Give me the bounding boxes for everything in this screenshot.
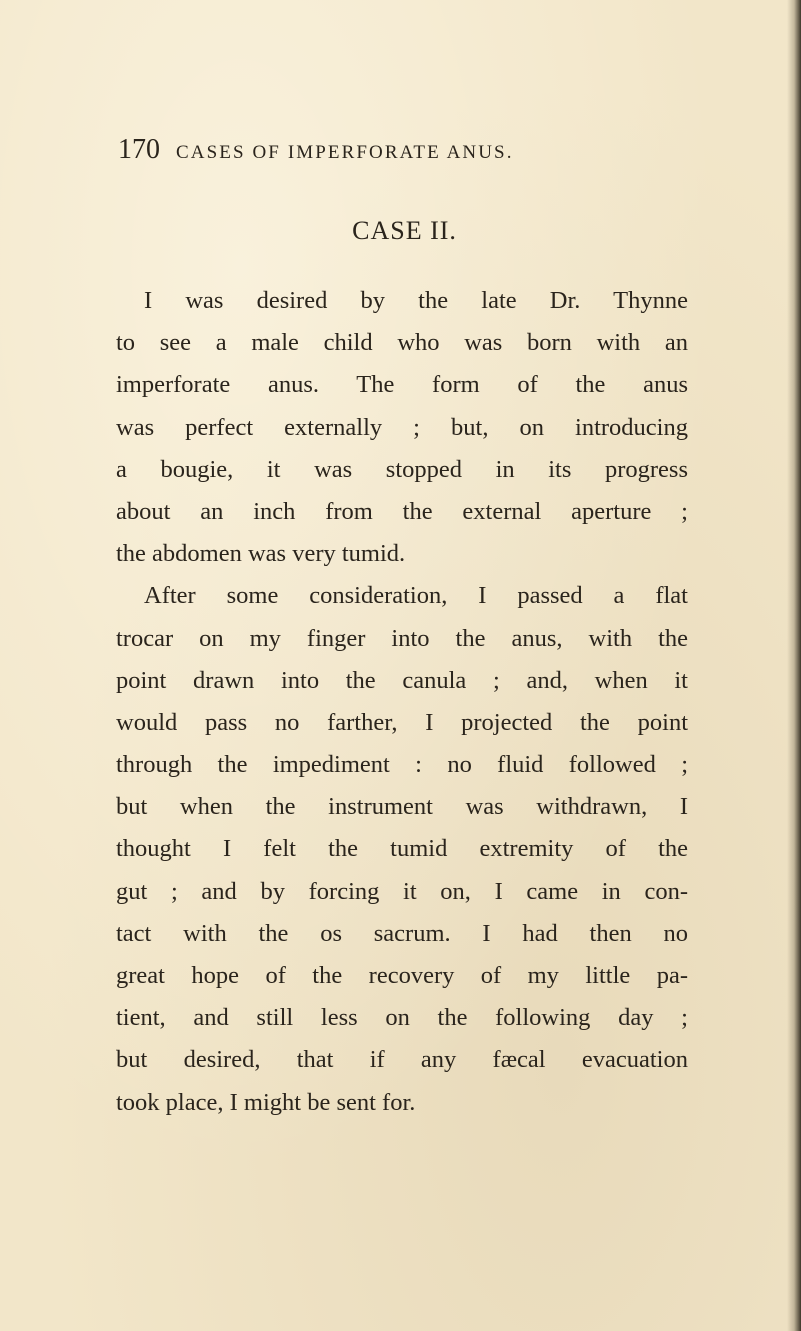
text-line: point drawn into the canula ; and, when it [116, 666, 688, 694]
text-line: I was desired by the late Dr. Thynne [144, 287, 688, 314]
text-line: tient, and still less on the following day ; [116, 1004, 688, 1032]
running-head [118, 134, 678, 168]
paragraph-2 [116, 575, 688, 1123]
text-line: but desired, that if any fæcal evacuation [116, 1046, 688, 1074]
page-edge-shadow [787, 0, 801, 1331]
text-line: but when the instrument was withdrawn, I [116, 793, 688, 821]
text-line: was perfect externally ; but, on introducing [116, 413, 688, 441]
text-line: about an inch from the external aperture ; [116, 497, 688, 525]
text-line: would pass no farther, I projected the point [116, 708, 688, 736]
text-line: imperforate anus. The form of the anus [116, 371, 688, 399]
text-line: thought I felt the tumid extremity of the [116, 835, 688, 863]
case-heading: CASE II. [352, 216, 457, 245]
paragraph-1 [116, 280, 688, 575]
text-line: trocar on my finger into the anus, with the [116, 624, 688, 652]
page-number: 170 [118, 134, 160, 165]
text-line: through the impediment : no fluid followed ; [116, 751, 688, 779]
text-line: took place, I might be sent for. [116, 1088, 416, 1116]
body-text [116, 280, 688, 1124]
text-line: tact with the os sacrum. I had then no [116, 919, 688, 947]
text-line: gut ; and by forcing it on, I came in con- [116, 877, 688, 905]
text-line: a bougie, it was stopped in its progress [116, 455, 688, 483]
text-line: great hope of the recovery of my little pa- [116, 962, 688, 989]
text-line: the abdomen was very tumid. [116, 540, 406, 568]
text-line: to see a male child who was born with an [116, 329, 688, 357]
text-line: After some consideration, I passed a flat [144, 582, 688, 610]
running-head-title: CASES OF IMPERFORATE ANUS. [176, 142, 514, 163]
